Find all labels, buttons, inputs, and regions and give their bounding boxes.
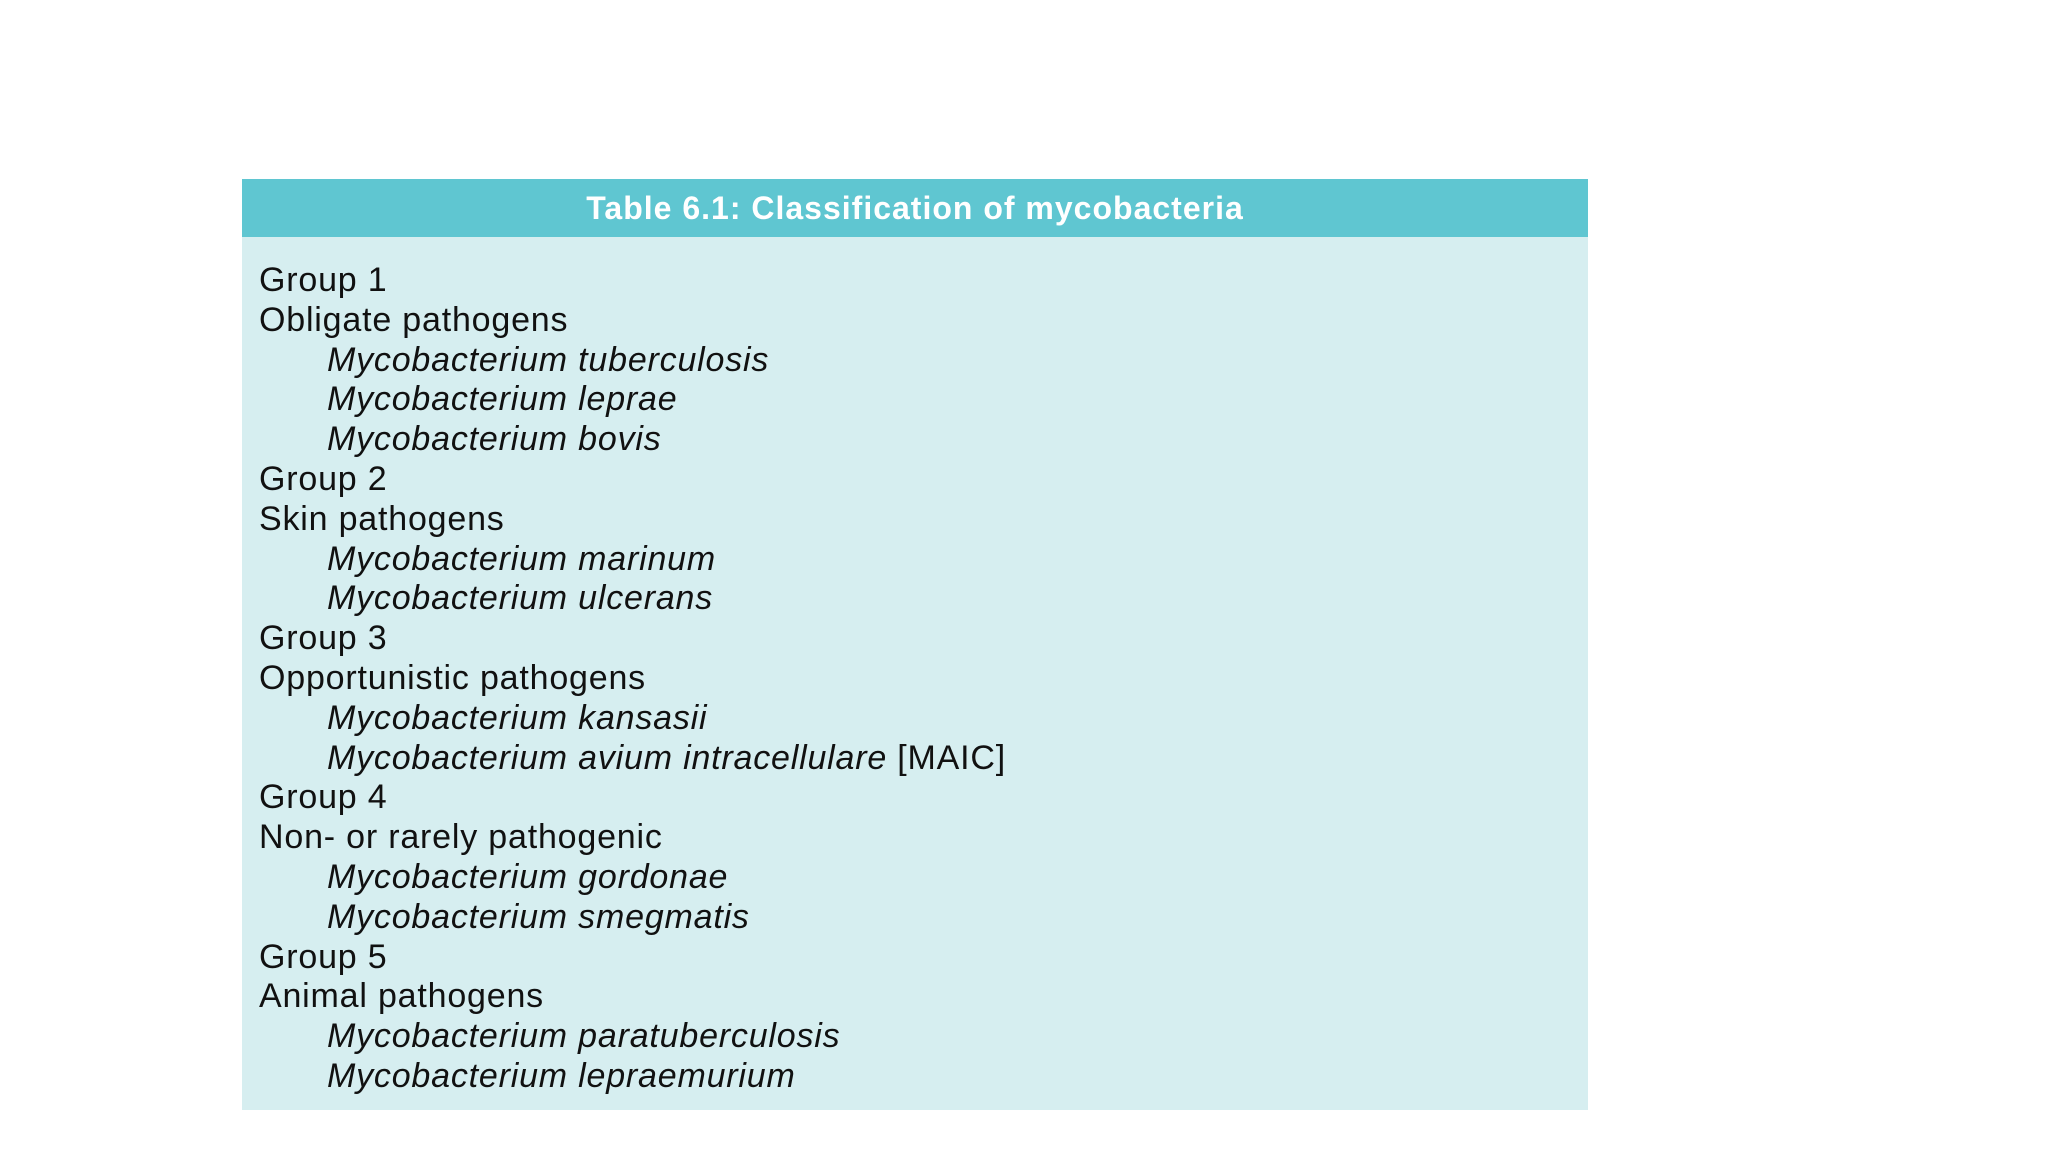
species-item	[259, 1057, 1588, 1097]
group-category: Opportunistic pathogens	[259, 658, 646, 697]
species-name: Mycobacterium marinum	[327, 539, 717, 578]
species-name: Mycobacterium smegmatis	[327, 897, 750, 936]
table-body	[242, 237, 1588, 1097]
species-name: Mycobacterium ulcerans	[327, 579, 714, 618]
species-item	[259, 341, 1588, 381]
group-heading: Group 2	[259, 459, 388, 498]
group-category: Obligate pathogens	[259, 300, 569, 339]
species-name: Mycobacterium leprae	[327, 380, 678, 419]
table-title: Table 6.1: Classification of mycobacteria	[586, 189, 1244, 226]
group-heading: Group 3	[259, 619, 388, 658]
species-item	[259, 540, 1588, 580]
classification-table	[242, 179, 1588, 1110]
species-item	[259, 420, 1588, 460]
species-name: Mycobacterium tuberculosis	[327, 340, 770, 379]
species-name: Mycobacterium avium intracellulare	[327, 738, 888, 777]
species-item	[259, 1017, 1588, 1057]
group-heading: Group 1	[259, 261, 388, 299]
group-category: Non- or rarely pathogenic	[259, 818, 663, 857]
species-name: Mycobacterium lepraemurium	[327, 1056, 796, 1095]
species-item	[259, 699, 1588, 739]
species-name: Mycobacterium kansasii	[327, 698, 708, 737]
group-category: Skin pathogens	[259, 499, 505, 538]
species-name: Mycobacterium bovis	[327, 420, 662, 459]
species-item	[259, 858, 1588, 898]
group-heading: Group 4	[259, 778, 388, 817]
species-item	[259, 739, 1588, 779]
table-header	[242, 179, 1588, 237]
species-name: Mycobacterium gordonae	[327, 857, 729, 896]
species-item	[259, 380, 1588, 420]
species-suffix: [MAIC]	[887, 738, 1007, 777]
group-heading: Group 5	[259, 937, 388, 976]
group-category: Animal pathogens	[259, 977, 544, 1016]
species-item	[259, 898, 1588, 938]
species-item	[259, 579, 1588, 619]
species-name: Mycobacterium paratuberculosis	[327, 1017, 841, 1056]
